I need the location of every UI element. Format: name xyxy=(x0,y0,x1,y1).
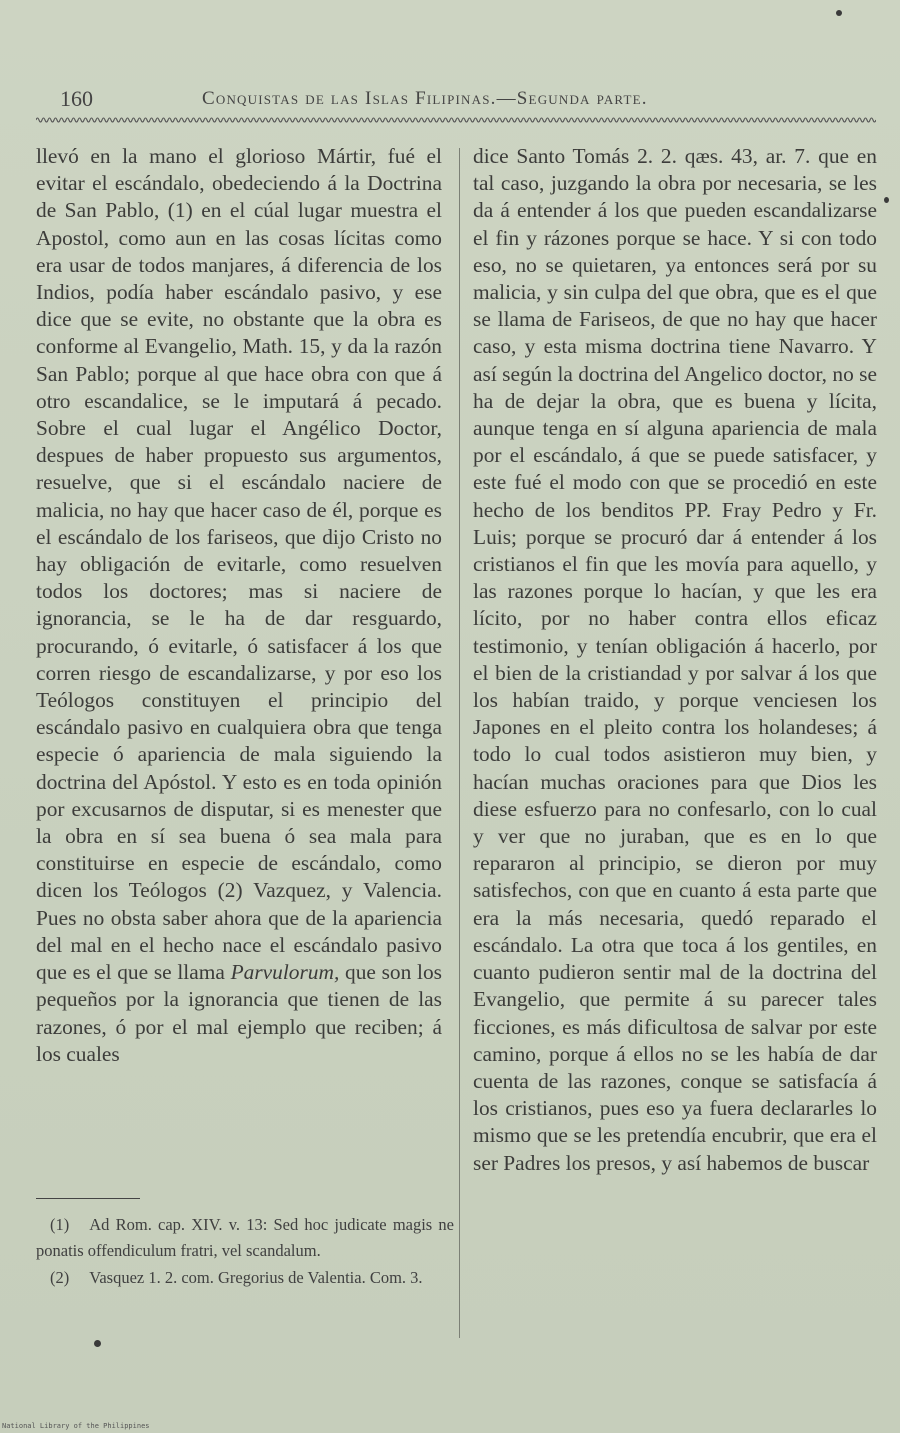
column-divider xyxy=(459,148,460,1338)
running-title: Conquistas de las Islas Filipinas.—Segunda parte. xyxy=(202,88,648,109)
library-credit: National Library of the Philippines xyxy=(2,1422,150,1430)
right-column-text: dice Santo Tomás 2. 2. qæs. 43, ar. 7. que en tal caso, juzgando la obra por necesaria, se les da á entender á los que pueden escandalizarse el fin y rázones porque se hace. Y si con todo eso, no se quietaren, ya entonces será por su malicia, y sin culpa del que obra, que es el que se llama de Fariseos, de que no hay que hacer caso, y esta misma doctrina tiene Navarro. Y así según la doctrina del Angelico doctor, no se ha de dejar la obra, que es buena y lícita, aunque tenga en sí alguna apariencia de mala por el escándalo, á que se puede satisfacer, y este fué el modo con que se procedió en este hecho de los benditos PP. Fray Pedro y Fr. Luis; porque se procuró dar á entender á los cristianos el fin que les movía para aquello, y las razones porque lo hacían, y que les era lícito, por no haber contra ellos eficaz testimonio, y tenían obligación á hacerlo, por el bien de la cristiandad y por salvar á los que los habían traido, y porque venciesen los Japones en el pleito contra los holandeses; á todo lo cual todos asistieron muy bien, y hacían muchas oraciones para que Dios les diese esfuerzo para no confesarlo, con lo cual y ver que no juraban, que es en lo que repararon al principio, se dieron por muy satisfechos, con que en cuanto á esta parte que era la más necesaria, quedó reparado el escándalo. La otra que toca á los gentiles, en cuanto pudieron sentir mal de la doctrina del Evangelio, que permite á su parecer tales ficciones, es más dificultosa de salvar por este camino, porque á ellos no se les había de dar cuenta de las razones, conque se satisfacía á los cristianos, pues eso ya fuera declararles lo mismo que se les pretendía encubrir, que era el ser Padres los presos, y así habemos de buscar xyxy=(473,144,877,1175)
left-column-body-end: que son los pequeños por la ignorancia que tienen de las razones, ó por el mal ejemplo que reciben; á los cuales xyxy=(36,960,442,1066)
right-column xyxy=(473,143,877,1177)
footnotes xyxy=(36,1212,454,1292)
footnote-mark: (2) xyxy=(50,1268,70,1287)
ink-spot xyxy=(94,1340,101,1347)
footnote-rule xyxy=(36,1198,140,1199)
page-header xyxy=(60,86,860,116)
footnote xyxy=(36,1212,454,1264)
ink-spot xyxy=(836,10,842,16)
footnote xyxy=(36,1265,454,1291)
footnote-mark: (1) xyxy=(50,1215,70,1234)
ink-spot xyxy=(884,197,889,203)
left-column-body: llevó en la mano el glorioso Mártir, fué el evitar el escándalo, obedeciendo á la Doctrina de San Pablo, (1) en el cúal lugar muestra el Apostol, como aun en las cosas lícitas como era usar de todos manjares, á diferencia de los Indios, podía haber escándalo pasivo, y ese dice que se evite, no obstante que la obra es conforme al Evangelio, Math. 15, y da la razón San Pablo; porque al que hace obra con que á otro escandalice, se le imputará á pecado. Sobre el cual lugar el Angélico Doctor, despues de haber propuesto sus argumentos, resuelve, que si el escándalo naciere de malicia, no hay que hacer caso de él, porque es el escándalo de los fariseos, que dijo Cristo no hay obligación de evitarle, como resuelven todos los doctores; mas si naciere de ignorancia, se le ha de dar resguardo, procurando, ó evitarle, ó satisfacer á los que corren riesgo de escandalizarse, y por eso los Teólogos constituyen el principio del escándalo pasivo en cualquiera obra que tenga especie ó apariencia de mala siguiendo la doctrina del Apóstol. Y esto es en toda opinión por excusarnos de disputar, si es menester que la obra en sí sea buena ó sea mala para constituirse en especie de escándalo, como dicen los Teólogos (2) Vazquez, y Valencia. Pues no obsta saber ahora que de la apariencia del mal en el hecho nace el escándalo pasivo que es el que se llama xyxy=(36,144,442,985)
header-wavy-rule xyxy=(36,114,876,126)
left-column xyxy=(36,143,442,1068)
page-number: 160 xyxy=(60,86,93,111)
footnote-text: Vasquez 1. 2. com. Gregorius de Valentia. Com. 3. xyxy=(89,1268,423,1287)
left-column-text xyxy=(36,143,442,1068)
footnote-text: Ad Rom. cap. XIV. v. 13: Sed hoc judicate magis ne ponatis offendiculum fratri, vel scandalum. xyxy=(36,1215,454,1260)
left-column-italic-term: Parvulorum, xyxy=(230,960,340,985)
